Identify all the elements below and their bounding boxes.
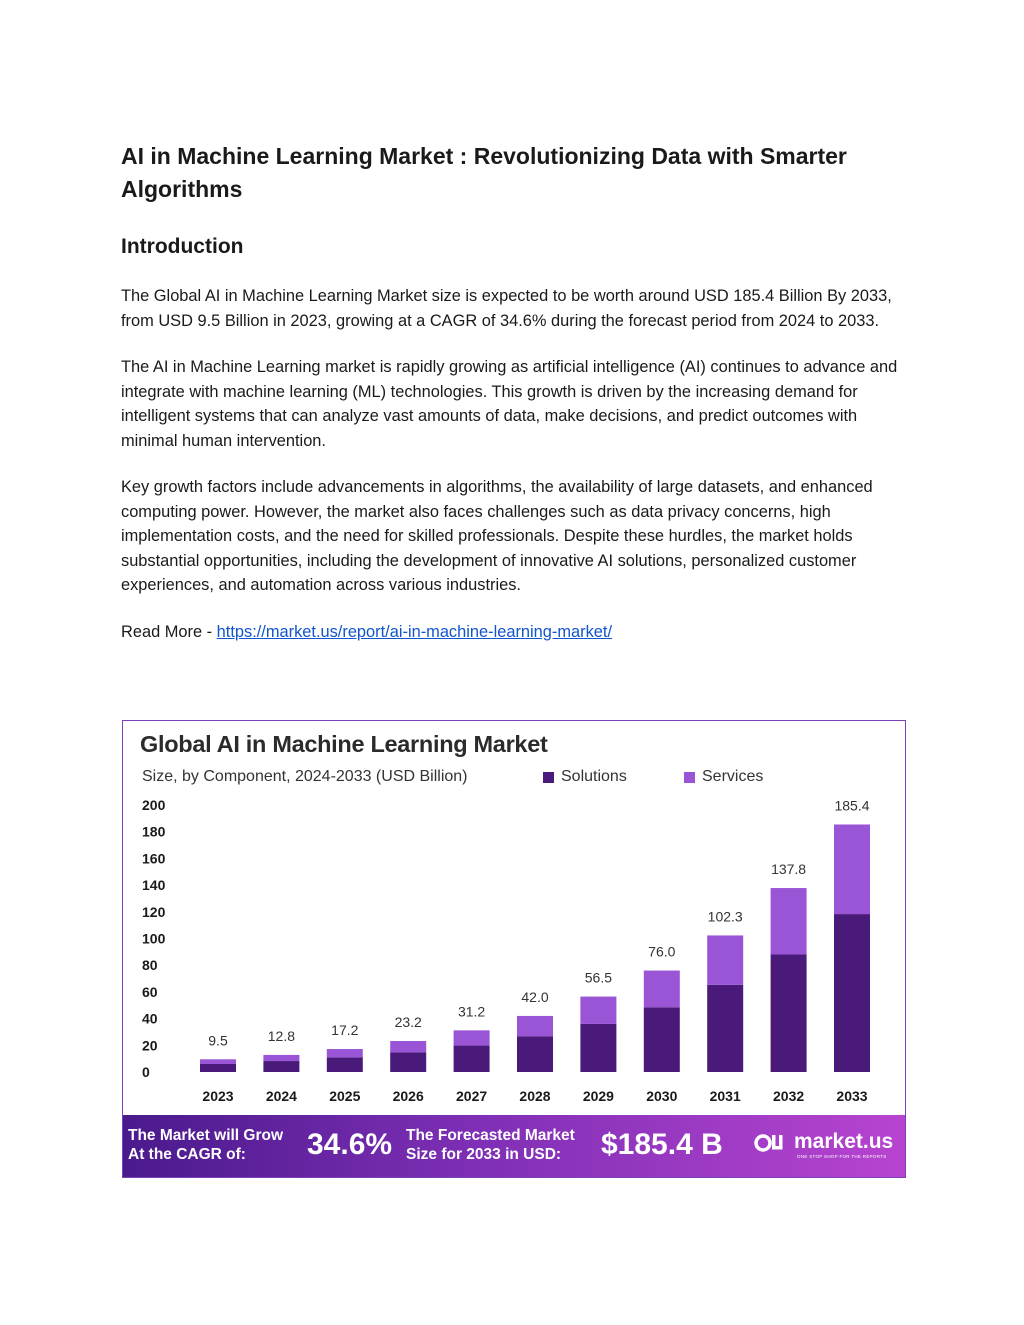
x-tick-label: 2023 [202, 1088, 234, 1104]
data-label: 31.2 [457, 1003, 486, 1020]
x-tick-label: 2024 [265, 1088, 297, 1104]
y-tick-label: 200 [142, 797, 166, 813]
bar-segment-services [771, 888, 807, 954]
section-heading: Introduction [121, 235, 244, 258]
data-label: 56.5 [584, 969, 613, 986]
bar-segment-services [517, 1016, 553, 1036]
bar-segment-services [707, 935, 743, 984]
read-more-label: Read More - [121, 622, 217, 641]
cagr-label-line1: The Market will Grow [128, 1127, 284, 1144]
market-chart-figure [122, 720, 906, 1178]
forecast-label-line2: Size for 2033 in USD: [406, 1146, 562, 1163]
page-title: AI in Machine Learning Market : Revolutionizing Data with Smarter Algorithms [121, 143, 847, 202]
bar-segment-solutions [771, 955, 807, 1072]
legend-swatch-solutions [543, 772, 554, 783]
data-label: 137.8 [771, 861, 807, 878]
bar-segment-services [200, 1059, 236, 1064]
y-tick-label: 160 [142, 850, 166, 867]
cagr-label-line2: At the CAGR of: [128, 1146, 246, 1163]
forecast-label-line1: The Forecasted Market [406, 1127, 575, 1144]
y-tick-label: 120 [142, 903, 166, 920]
read-more-line [121, 620, 901, 645]
x-tick-label: 2025 [329, 1088, 361, 1104]
data-label: 185.4 [834, 797, 870, 814]
bar-segment-services [644, 971, 680, 1008]
legend-label-solutions: Solutions [561, 768, 627, 785]
market-us-logo [754, 1129, 894, 1159]
paragraph-market-growth: The AI in Machine Learning market is rapidly growing as artificial intelligence (AI) continues to advance and integrate with machine learning (ML) technologies. This growth is driven by the increasing demand for intelligent systems that can analyze vast amounts of data, make decisions, and predict outcomes with minimal human intervention. [121, 358, 898, 450]
x-tick-label: 2029 [582, 1088, 614, 1104]
x-tick-label: 2026 [392, 1088, 424, 1104]
x-tick-label: 2030 [646, 1088, 678, 1104]
cagr-value: 34.6% [307, 1128, 393, 1161]
data-label: 102.3 [707, 908, 743, 925]
summary-banner [123, 1115, 905, 1177]
bar-chart [123, 791, 905, 1113]
x-tick-label: 2032 [773, 1088, 805, 1104]
y-tick-label: 100 [142, 930, 166, 947]
x-tick-label: 2031 [709, 1088, 741, 1104]
forecast-value: $185.4 B [601, 1128, 723, 1161]
y-tick-label: 140 [142, 877, 166, 894]
bar-segment-services [580, 997, 616, 1024]
data-label: 23.2 [394, 1014, 422, 1031]
bar-segment-services [327, 1049, 363, 1057]
bar-segment-solutions [580, 1024, 616, 1072]
data-label: 12.8 [267, 1027, 296, 1044]
bar-segment-solutions [327, 1057, 363, 1072]
paragraph-market-size: The Global AI in Machine Learning Market size is expected to be worth around USD 185.4 Billion By 2033, from USD 9.5 Billion in 2023, growing at a CAGR of 34.6% during the forecast period from 2024 to 2033. [121, 287, 892, 330]
bar-segment-solutions [834, 914, 870, 1072]
y-tick-label: 40 [142, 1010, 158, 1027]
y-tick-label: 20 [142, 1037, 158, 1054]
legend-services [684, 768, 763, 786]
logo-tagline: ONE STOP SHOP FOR THE REPORTS [797, 1154, 887, 1159]
y-tick-label: 80 [142, 957, 158, 974]
logo-name: market.us [794, 1130, 894, 1153]
y-tick-label: 180 [142, 823, 166, 840]
cagr-label [128, 1126, 283, 1164]
legend-solutions [543, 768, 627, 786]
market-us-logo-icon [754, 1129, 790, 1155]
bar-segment-services [454, 1030, 490, 1045]
read-more-link[interactable]: https://market.us/report/ai-in-machine-learning-market/ [216, 622, 613, 641]
bar-segment-solutions [390, 1052, 426, 1072]
data-label: 76.0 [648, 943, 676, 960]
y-tick-label: 60 [142, 983, 158, 1000]
x-tick-label: 2027 [456, 1088, 488, 1104]
bar-segment-solutions [263, 1061, 299, 1072]
bar-segment-services [263, 1055, 299, 1061]
x-tick-label: 2033 [836, 1088, 868, 1104]
forecast-label [406, 1126, 575, 1164]
bar-segment-solutions [200, 1064, 236, 1072]
data-label: 42.0 [521, 988, 549, 1005]
data-label: 17.2 [331, 1022, 359, 1039]
chart-title: Global AI in Machine Learning Market [140, 731, 548, 757]
bar-segment-solutions [707, 985, 743, 1072]
legend-swatch-services [684, 772, 695, 783]
bar-segment-services [834, 824, 870, 914]
data-label: 9.5 [208, 1032, 228, 1049]
document-body [121, 140, 901, 644]
bar-segment-services [390, 1041, 426, 1052]
paragraph-growth-factors: Key growth factors include advancements in algorithms, the availability of large datasets, and enhanced computing power. However, the market also faces challenges such as data privacy concerns, high implementation costs, and the need for skilled professionals. Despite these hurdles, the market holds substantial opportunities, including the development of innovative AI solutions, personalized customer experiences, and automation across various industries. [121, 478, 873, 594]
bar-segment-solutions [517, 1036, 553, 1072]
chart-subtitle: Size, by Component, 2024-2033 (USD Billion) [142, 768, 468, 785]
bar-segment-solutions [644, 1007, 680, 1072]
x-tick-label: 2028 [519, 1088, 551, 1104]
y-tick-label: 0 [142, 1064, 150, 1080]
bar-segment-solutions [454, 1046, 490, 1072]
legend-label-services: Services [702, 768, 764, 785]
